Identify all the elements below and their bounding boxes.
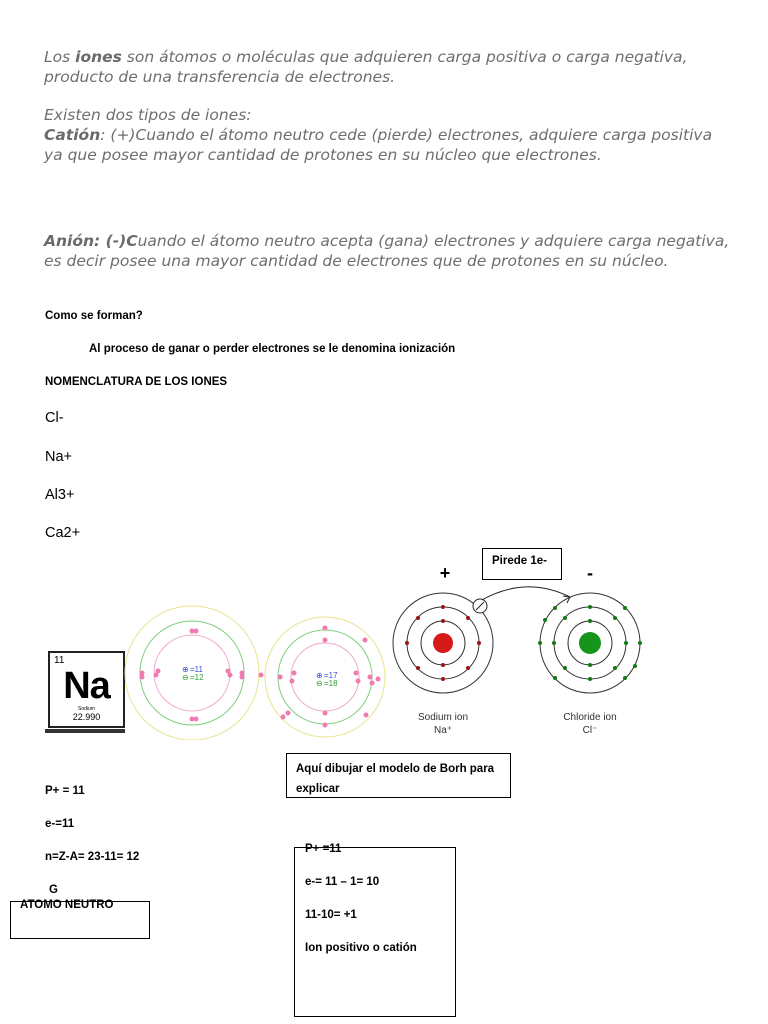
nomenclatura-heading: NOMENCLATURA DE LOS IONES — [45, 376, 228, 388]
anion-text: uando el átomo neutro acepta (gana) electrones y adquiere carga negativa, es decir posee una mayor cantidad de electrones que de protones en su núcleo. — [44, 232, 730, 270]
element-mass: 22.990 — [72, 712, 101, 722]
plus-sign: + — [439, 563, 451, 583]
ion-al: Al3+ — [45, 487, 75, 503]
cation-box — [294, 847, 456, 1017]
neutral-atom-label: ATOMO NEUTRO — [20, 899, 114, 911]
cl-protons-icon: ⊕ — [316, 671, 323, 680]
ion-transfer-diagram — [385, 555, 655, 745]
anion-paragraph — [44, 231, 734, 271]
intro-paragraph — [44, 47, 734, 87]
cation-label: Catión — [44, 126, 101, 144]
na-neutrons: =12 — [190, 673, 204, 682]
intro-pre: Los — [44, 48, 76, 66]
minus-sign: - — [587, 563, 593, 583]
sodium-ion — [393, 593, 493, 693]
bohr-instruction-box — [286, 753, 511, 798]
na-protons-icon: ⊕ — [182, 665, 189, 674]
neutral-protons: P+ = 11 — [45, 785, 85, 797]
na-protons: =11 — [190, 665, 203, 674]
cl-neutrons: =18 — [324, 679, 338, 688]
chlorine-atom — [265, 617, 385, 737]
cl-neutrons-icon: ⊖ — [316, 679, 323, 688]
bohr-line1: Aquí dibujar el modelo de Borh para — [296, 763, 495, 775]
element-name: Sodium — [78, 706, 95, 712]
ion-na: Na+ — [45, 449, 73, 465]
neutral-electrons: e-=11 — [45, 818, 75, 830]
anion-label: Anión: (-)C — [44, 232, 138, 250]
callout-box — [482, 548, 562, 580]
sodium-ion-symbol: Na⁺ — [433, 725, 453, 736]
cation-charge: 11-10= +1 — [305, 909, 357, 921]
cation-result: Ion positivo o catión — [305, 942, 417, 954]
na-neutrons-icon: ⊖ — [182, 673, 189, 682]
cation-paragraph — [44, 125, 734, 165]
element-symbol: Na — [63, 665, 110, 707]
sodium-atom — [125, 606, 264, 740]
chloride-ion — [538, 593, 642, 693]
neutral-neutrons: n=Z-A= 23-11= 12 — [45, 851, 140, 863]
element-card — [45, 649, 125, 735]
cl-protons: =17 — [324, 671, 338, 680]
callout-text: Pirede 1e- — [492, 555, 547, 567]
cation-text: : (+)Cuando el átomo neutro cede (pierde) electrones, adquiere carga positiva ya que posee mayor cantidad de protones en su núcleo que electrones. — [44, 126, 713, 164]
sodium-ion-label: Sodium ion — [417, 712, 469, 723]
proceso-text: Al proceso de ganar o perder electrones se le denomina ionización — [89, 343, 456, 355]
chloride-ion-label: Chloride ion — [563, 712, 617, 723]
cation-protons: P+ =11 — [305, 843, 342, 855]
neutral-atoms-diagram — [120, 605, 390, 740]
neutral-g: G — [49, 884, 58, 896]
chloride-ion-symbol: Cl⁻ — [582, 725, 598, 736]
intro-rest: son átomos o moléculas que adquieren carga positiva o carga negativa, producto de una transferencia de electrones. — [44, 48, 688, 86]
types-heading: Existen dos tipos de iones: — [44, 106, 252, 124]
ion-ca: Ca2+ — [45, 525, 81, 541]
bohr-line2: explicar — [296, 783, 340, 795]
element-number: 11 — [54, 655, 65, 666]
intro-bold-term: iones — [75, 48, 122, 66]
cation-electrons: e-= 11 – 1= 10 — [305, 876, 380, 888]
como-se-forman: Como se forman? — [45, 310, 143, 322]
ion-cl: Cl- — [45, 410, 64, 426]
